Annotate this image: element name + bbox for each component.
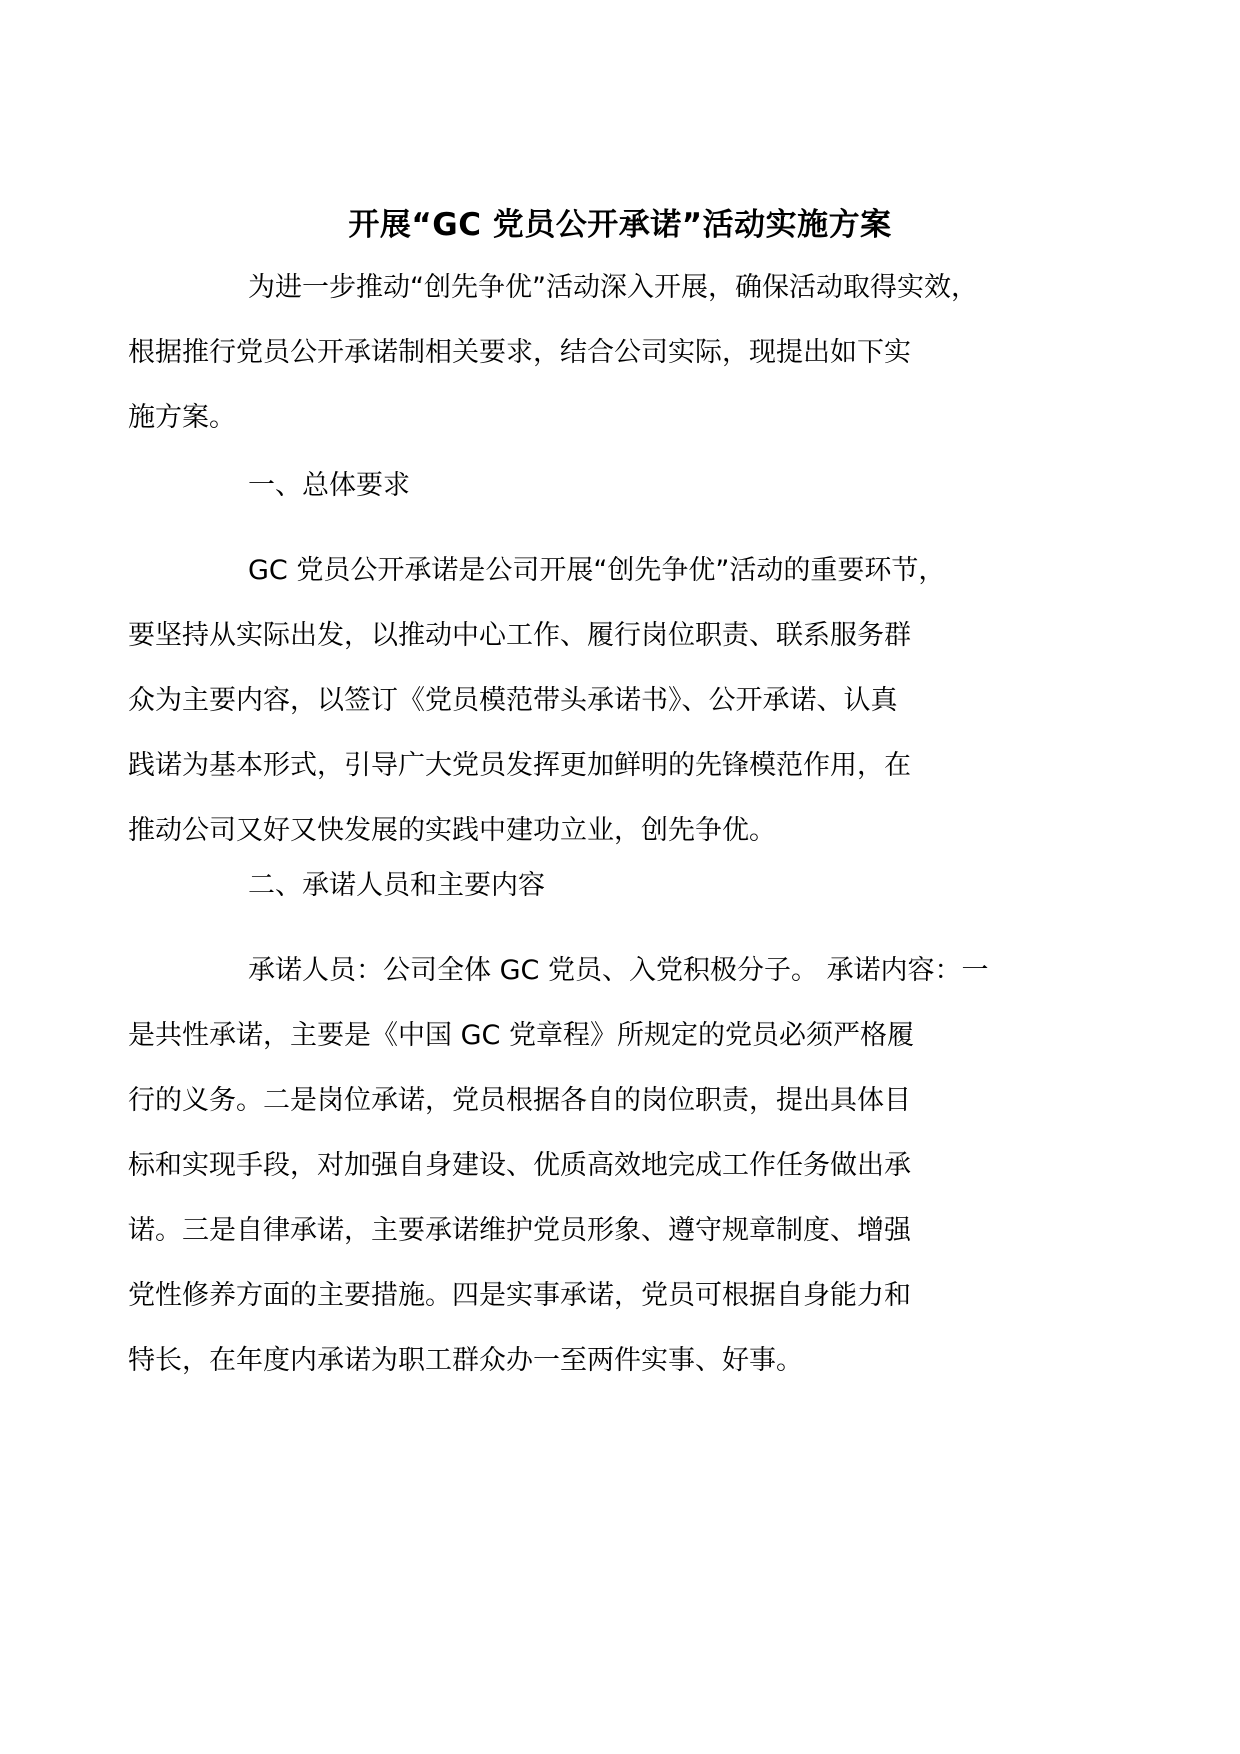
paragraph-line: 推动公司又好又快发展的实践中建功立业，创先争优。 xyxy=(128,815,776,846)
paragraph-line: 特长，在年度内承诺为职工群众办一至两件实事、好事。 xyxy=(128,1345,803,1376)
paragraph-line: 践诺为基本形式，引导广大党员发挥更加鲜明的先锋模范作用，在 xyxy=(128,750,911,781)
paragraph-line: GC 党员公开承诺是公司开展“创先争优”活动的重要环节， xyxy=(248,555,946,586)
paragraph-line: 行的义务。二是岗位承诺，党员根据各自的岗位职责，提出具体目 xyxy=(128,1085,911,1116)
paragraph-line: 施方案。 xyxy=(128,402,236,433)
paragraph-line: 众为主要内容，以签订《党员模范带头承诺书》、公开承诺、认真 xyxy=(128,685,898,716)
section1-paragraph xyxy=(128,538,1060,863)
section2-paragraph xyxy=(128,938,1060,1393)
paragraph-line: 承诺人员：公司全体 GC 党员、入党积极分子。 承诺内容：一 xyxy=(248,955,989,986)
paragraph-line: 党性修养方面的主要措施。四是实事承诺，党员可根据自身能力和 xyxy=(128,1280,911,1311)
section-heading-2: 二、承诺人员和主要内容 xyxy=(248,870,545,901)
paragraph-line: 根据推行党员公开承诺制相关要求，结合公司实际，现提出如下实 xyxy=(128,337,911,368)
paragraph-line: 要坚持从实际出发，以推动中心工作、履行岗位职责、联系服务群 xyxy=(128,620,911,651)
paragraph-line: 标和实现手段，对加强自身建设、优质高效地完成工作任务做出承 xyxy=(128,1150,911,1181)
document-title: 开展“GC 党员公开承诺”活动实施方案 xyxy=(348,207,892,243)
paragraph-line: 诺。三是自律承诺，主要承诺维护党员形象、遵守规章制度、增强 xyxy=(128,1215,911,1246)
paragraph-line: 是共性承诺，主要是《中国 GC 党章程》所规定的党员必须严格履 xyxy=(128,1020,914,1051)
paragraph-line: 为进一步推动“创先争优”活动深入开展，确保活动取得实效， xyxy=(248,272,978,303)
intro-paragraph xyxy=(128,255,1060,450)
section-heading-1: 一、总体要求 xyxy=(248,470,410,501)
